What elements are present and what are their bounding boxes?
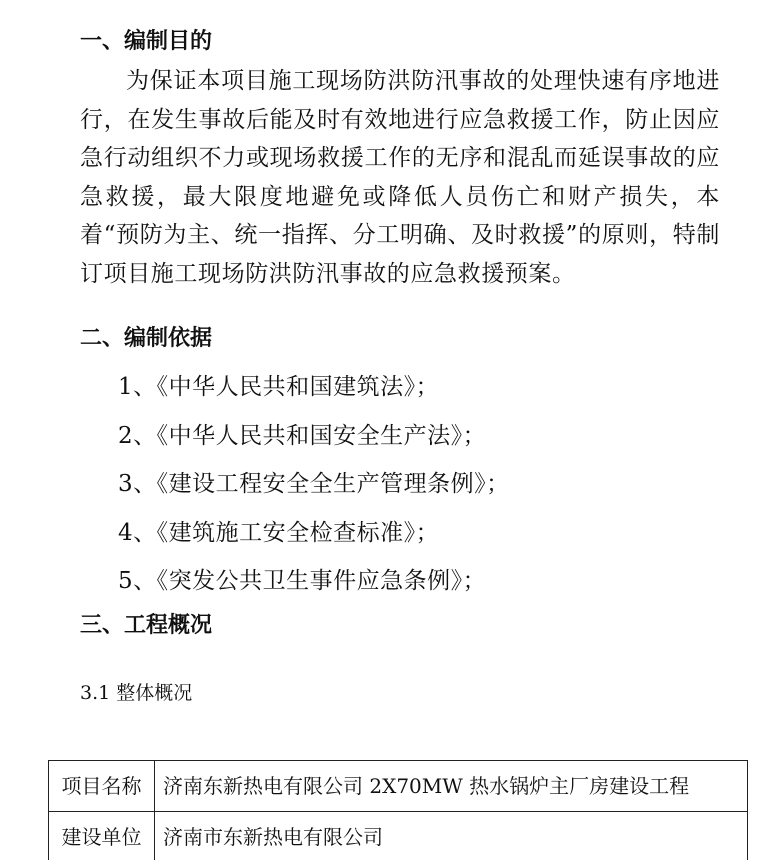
reference-list: [118, 368, 510, 611]
reference-item-1: 1、《中华人民共和国建筑法》；: [118, 374, 440, 400]
reference-item-3: 3、《建设工程安全全生产管理条例》；: [118, 471, 510, 497]
section-2-heading: 二、编制依据: [80, 326, 213, 351]
reference-item-5: 5、《突发公共卫生事件应急条例》；: [118, 568, 487, 594]
table-row: [49, 812, 748, 860]
table-row: [49, 761, 748, 812]
table-value-construction-unit: 济南市东新热电有限公司: [155, 812, 748, 860]
section-3-1-subheading: 3.1 整体概况: [80, 682, 193, 704]
table-value-project-name: 济南东新热电有限公司 2X70MW 热水锅炉主厂房建设工程: [155, 761, 748, 812]
section-3-heading: 三、工程概况: [80, 613, 213, 638]
project-info-table: [48, 760, 748, 860]
reference-item-4: 4、《建筑施工安全检查标准》；: [118, 519, 440, 546]
section-1-heading: 一、编制目的: [80, 29, 213, 54]
section-1-paragraph: 为保证本项目施工现场防洪防汛事故的处理快速有序地进行，在发生事故后能及时有效地进行应急救援工作，防止因应急行动组织不力或现场救援工作的无序和混乱而延误事故的应急救援，最大限度地避免或降低人员伤亡和财产损失，本着“预防为主、统一指挥、分工明确、及时救援”的原则，特制订项目施工现场防洪防汛事故的应急救援预案。: [80, 68, 720, 287]
reference-item-2: 2、《中华人民共和国安全生产法》；: [118, 422, 487, 449]
table-key-project-name: 项目名称: [49, 761, 155, 812]
table-key-construction-unit: 建设单位: [49, 812, 155, 860]
